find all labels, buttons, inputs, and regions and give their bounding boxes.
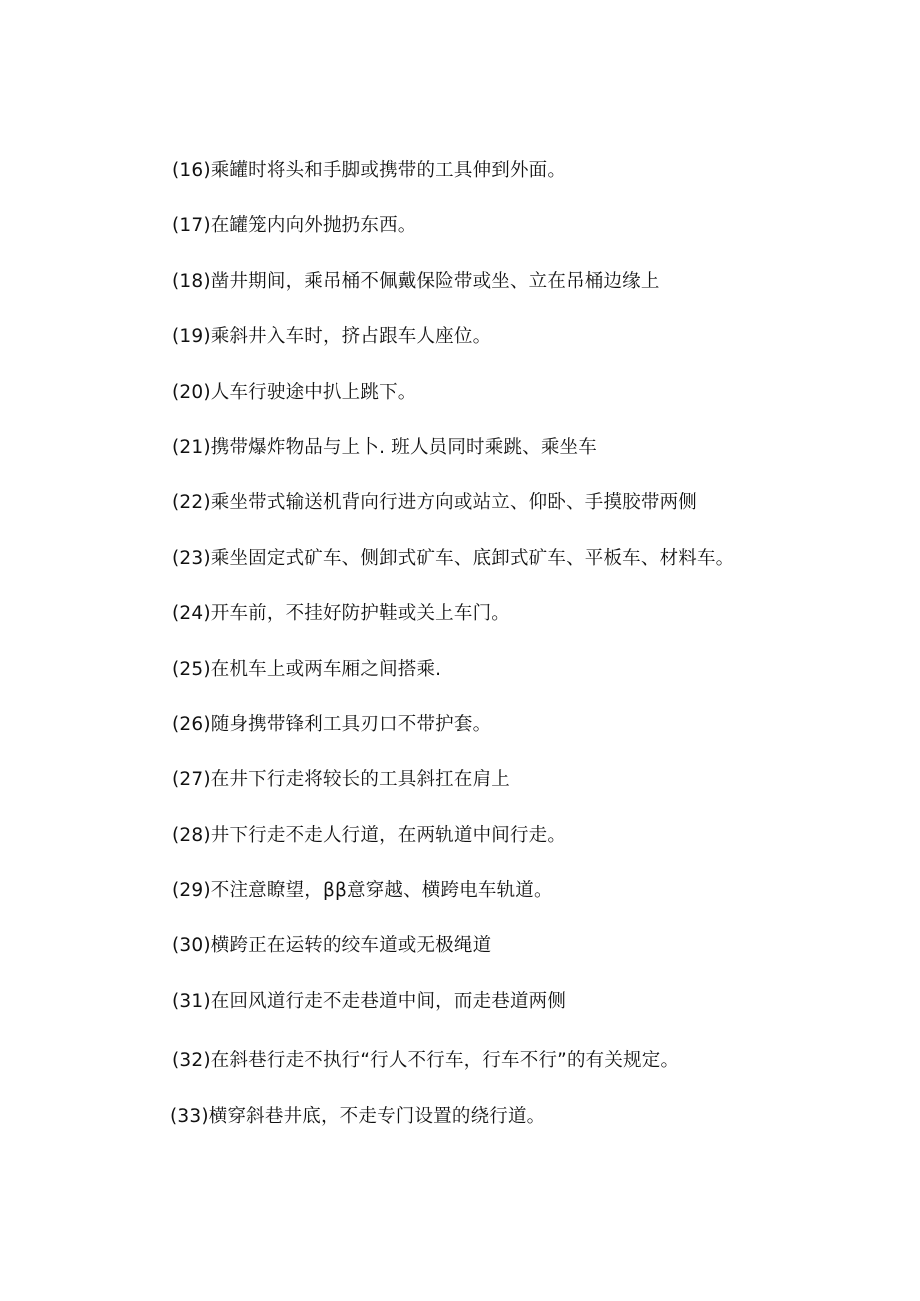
list-item: (26)随身携带锋利工具刃口不带护套。 [172, 713, 492, 735]
list-item: (31)在回风道行走不走巷道中间，而走巷道两侧 [172, 990, 567, 1012]
list-item: (32)在斜巷行走不执行“行人不行车，行车不行”的有关规定。 [172, 1050, 680, 1072]
list-item: (27)在井下行走将较长的工具斜扛在肩上 [172, 769, 510, 791]
list-item: (23)乘坐固定式矿车、侧卸式矿车、底卸式矿车、平板车、材料车。 [172, 547, 735, 569]
list-item: (33)横穿斜巷井底，不走专门设置的绕行道。 [170, 1105, 546, 1127]
list-item: (18)凿井期间，乘吊桶不佩戴保险带或坐、立在吊桶边缘上 [172, 270, 660, 292]
list-item: (24)开车前，不挂好防护鞋或关上车门。 [172, 603, 510, 625]
list-item: (16)乘罐时将头和手脚或携带的工具伸到外面。 [172, 160, 567, 181]
list-item: (28)井下行走不走人行道，在两轨道中间行走。 [172, 824, 567, 846]
list-item: (30)横跨正在运转的绞车道或无极绳道 [172, 935, 492, 957]
list-item: (22)乘坐带式输送机背向行进方向或站立、仰卧、手摸胶带两侧 [172, 492, 697, 514]
list-item: (21)携带爆炸物品与上卜. 班人员同时乘跳、乘坐车 [172, 436, 597, 458]
list-item: (19)乘斜井入车时，挤占跟车人座位。 [172, 326, 492, 348]
list-item: (29)不注意瞭望，ββ意穿越、横跨电车轨道。 [172, 880, 553, 902]
list-item: (17)在罐笼内向外抛扔东西。 [172, 215, 417, 237]
list-item: (25)在机车上或两车厢之间搭乘. [172, 658, 442, 680]
rule-list [172, 158, 892, 1159]
list-item: (20)人车行驶途中扒上跳下。 [172, 381, 417, 403]
